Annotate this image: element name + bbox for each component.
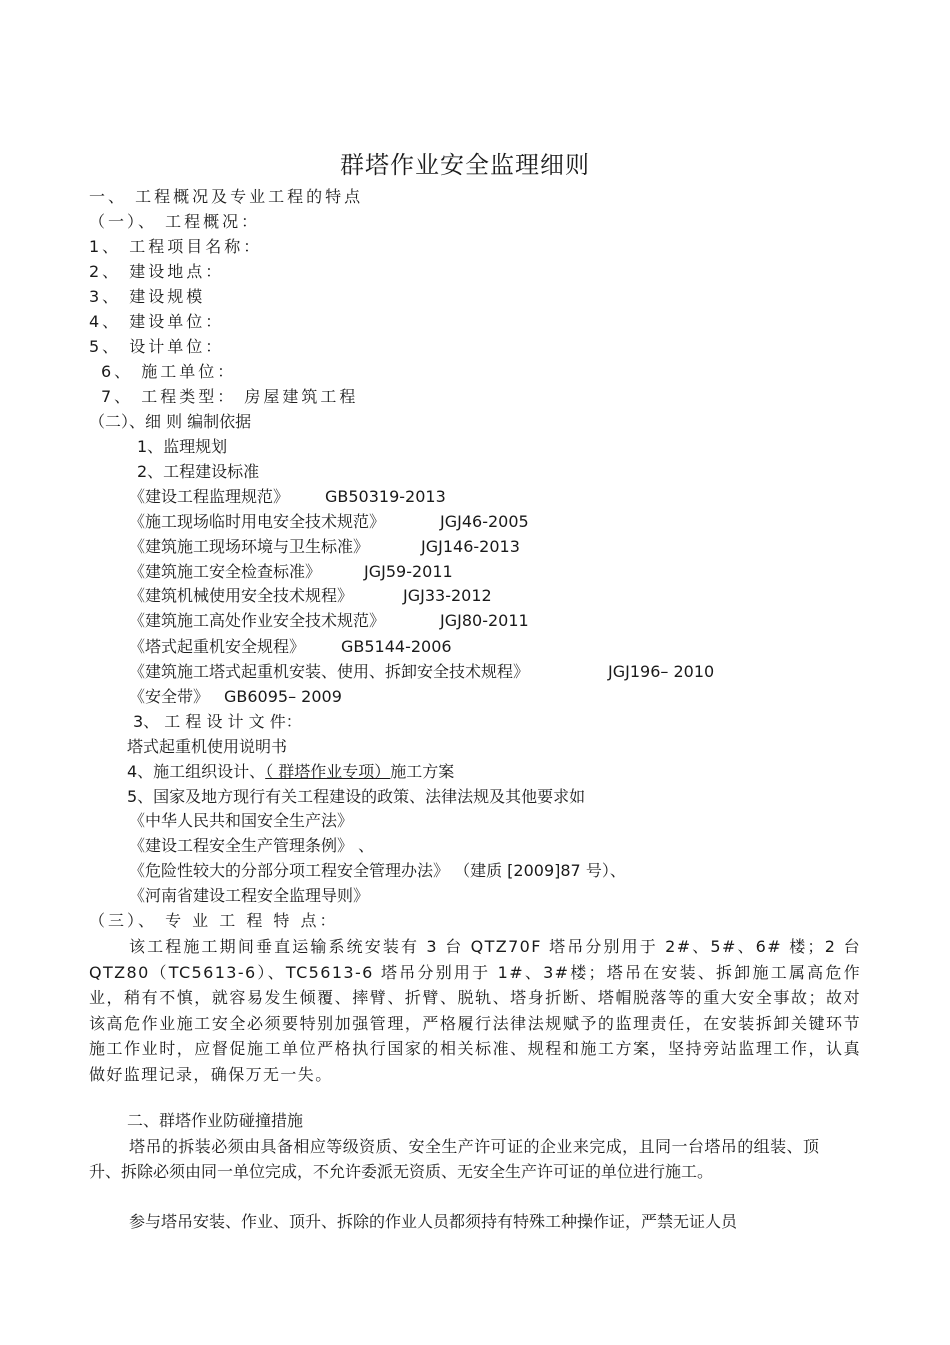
basis-item-construction-plan [127, 761, 454, 783]
standard-code: JGJ196– 2010 [608, 662, 715, 681]
overview-item: 4、 建设单位： [89, 312, 225, 331]
body-paragraph: 塔吊的拆装必须由具备相应等级资质、安全生产许可证的企业来完成，且同一台塔吊的组装、顶升、拆除必须由同一单位完成，不允许委派无资质、无安全生产许可证的单位进行施工。 [89, 1137, 819, 1181]
law-item: 《河南省建设工程安全监理导则》 [129, 886, 370, 905]
basis-item-underlined: （ 群塔作业专项） [265, 762, 391, 781]
overview-item: 2、 建设地点： [89, 262, 225, 281]
standard-code: JGJ146-2013 [421, 537, 520, 556]
law-item: 《危险性较大的分部分项工程安全管理办法》 （建质 [2009]87 号）、 [129, 861, 626, 880]
standard-name: 《建设工程监理规范》 [129, 487, 290, 506]
subsection-heading-basis: （二）、细 则 编制依据 [89, 412, 252, 431]
standard-name: 《建筑机械使用安全技术规程》 [129, 586, 354, 605]
basis-item-suffix: 施工方案 [390, 762, 455, 781]
overview-item: 6、 施工单位： [101, 362, 237, 381]
basis-item: 3、 工 程 设 计 文 件： [133, 712, 302, 731]
overview-item: 7、 工程类型： 房屋建筑工程 [101, 387, 359, 406]
basis-item: 2、工程建设标准 [137, 462, 260, 481]
standard-code: GB5144-2006 [341, 637, 452, 656]
standard-code: GB50319-2013 [325, 487, 446, 506]
subsection-heading-features: （三）、 专 业 工 程 特 点： [89, 911, 339, 930]
standard-name: 《建筑施工塔式起重机安装、使用、拆卸安全技术规程》 [129, 662, 530, 681]
standard-name: 《塔式起重机安全规程》 [129, 637, 306, 656]
overview-item: 1、 工程项目名称： [89, 237, 263, 256]
standard-code: JGJ59-2011 [364, 562, 453, 581]
features-paragraph: 该工程施工期间垂直运输系统安装有 3 台 QTZ70F 塔吊分别用于 2#、5#、6# 楼；2 台 QTZ80（TC5613-6）、TC5613-6 塔吊分别用于 1#、3#楼；塔吊在安装、拆卸施工属高危作业，稍有不慎，就容易发生倾覆、摔臂、折臂、脱轨、塔身折断、塔帽脱落等的重大安全事故；故对该高危作业施工安全必须要特别加强管理，严格履行法律法规赋予的监理责任，在安装拆卸关键环节施工作业时，应督促施工单位严格执行国家的相关标准、规程和施工方案，坚持旁站监理工作，认真做好监理记录，确保万无一失。 [89, 937, 861, 1084]
standard-name: 《建筑施工安全检查标准》 [129, 562, 322, 581]
standard-name: 《建筑施工现场环境与卫生标准》 [129, 537, 370, 556]
section-heading-2: 二、群塔作业防碰撞措施 [127, 1111, 304, 1130]
body-paragraph: 参与塔吊安装、作业、顶升、拆除的作业人员都须持有特殊工种操作证，严禁无证人员 [129, 1212, 738, 1231]
standard-code: GB6095– 2009 [224, 687, 342, 706]
standard-code: JGJ46-2005 [440, 512, 529, 531]
basis-item: 1、监理规划 [137, 437, 228, 456]
standard-code: JGJ33-2012 [403, 586, 492, 605]
standard-name: 《建筑施工高处作业安全技术规范》 [129, 611, 386, 630]
basis-item: 5、国家及地方现行有关工程建设的政策、法律法规及其他要求如 [127, 787, 586, 806]
law-item: 《中华人民共和国安全生产法》 [129, 811, 354, 830]
basis-subitem: 塔式起重机使用说明书 [127, 737, 288, 756]
law-item: 《建设工程安全生产管理条例》 、 [129, 836, 375, 855]
standard-code: JGJ80-2011 [440, 611, 529, 630]
standard-name: 《安全带》 [129, 687, 210, 706]
subsection-heading-overview: （一）、 工程概况： [89, 212, 261, 231]
standard-name: 《施工现场临时用电安全技术规范》 [129, 512, 386, 531]
overview-item: 3、 建设规模 [89, 287, 206, 306]
document-title: 群塔作业安全监理细则 [340, 151, 590, 179]
overview-item: 5、 设计单位： [89, 337, 225, 356]
basis-item-prefix: 4、施工组织设计、 [127, 762, 266, 781]
section-heading-1: 一、 工程概况及专业工程的特点 [89, 187, 364, 206]
